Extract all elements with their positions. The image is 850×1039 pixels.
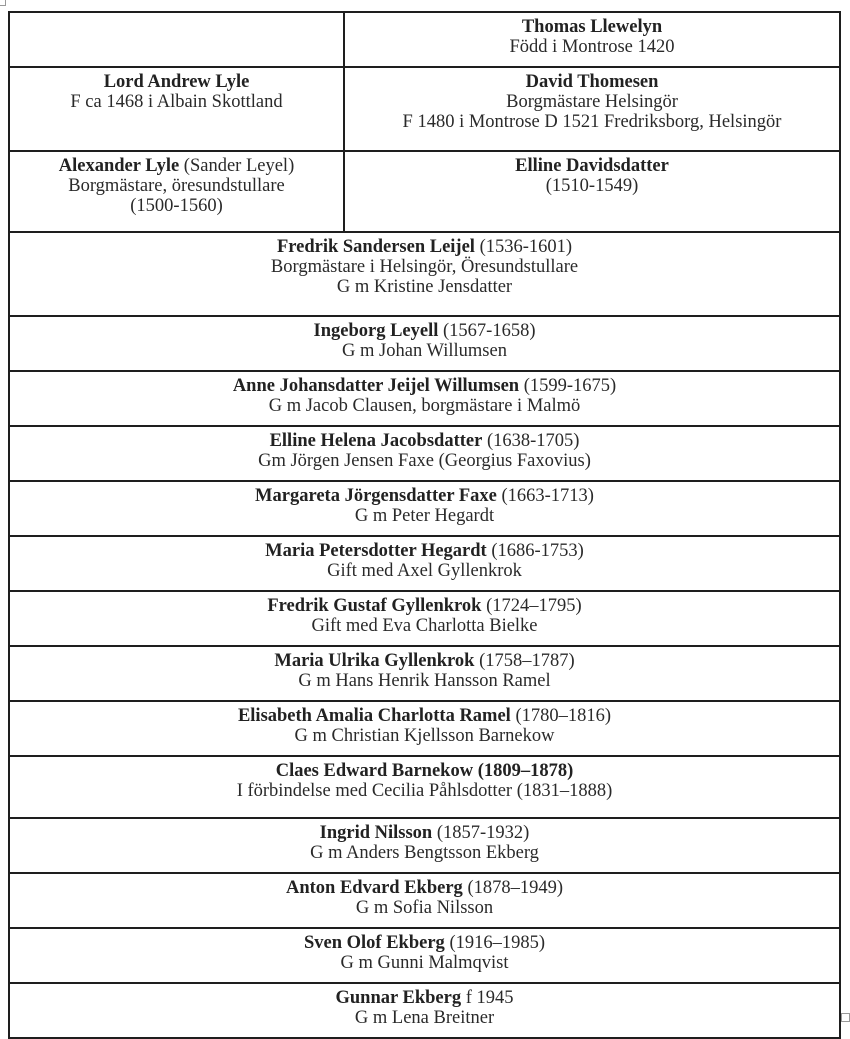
person-detail: G m Hans Henrik Hansson Ramel [298, 671, 551, 691]
generation-cell [9, 818, 840, 873]
generation-cell [9, 928, 840, 983]
generation-cell [9, 873, 840, 928]
table-row [9, 983, 840, 1038]
person-name: Ingeborg Leyell [313, 321, 439, 341]
person-detail: Gm Jörgen Jensen Faxe (Georgius Faxovius) [258, 451, 591, 471]
generation-cell [9, 701, 840, 756]
table-row [9, 591, 840, 646]
person-cell [9, 151, 344, 232]
generation-cell [9, 756, 840, 818]
person-dates: (1857-1932) [432, 823, 530, 843]
person-detail: I förbindelse med Cecilia Påhlsdotter (1831–1888) [236, 781, 613, 801]
person-detail: G m Anders Bengtsson Ekberg [310, 843, 539, 863]
person-name: Fredrik Sandersen Leijel [276, 237, 475, 257]
table-row [9, 67, 840, 151]
table-row [9, 151, 840, 232]
table-row [9, 426, 840, 481]
table-row [9, 12, 840, 67]
person-cell [344, 67, 840, 151]
person-name: Margareta Jörgensdatter Faxe [255, 486, 497, 506]
person-name: Alexander Lyle [58, 156, 180, 176]
genealogy-table [8, 11, 841, 1039]
person-detail: Gift med Axel Gyllenkrok [327, 561, 522, 581]
generation-cell [9, 426, 840, 481]
table-row [9, 756, 840, 818]
person-detail: Borgmästare, öresundstullare [68, 176, 285, 196]
table-row [9, 646, 840, 701]
person-dates: (1638-1705) [482, 431, 580, 451]
person-name: Maria Petersdotter Hegardt [265, 541, 487, 561]
person-name: Anne Johansdatter Jeijel Willumsen [232, 376, 520, 396]
generation-cell [9, 646, 840, 701]
person-detail: Borgmästare i Helsingör, Öresundstullare [270, 257, 579, 277]
person-detail: Gift med Eva Charlotta Bielke [311, 616, 538, 636]
table-row [9, 928, 840, 983]
person-name: Thomas Llewelyn [521, 17, 663, 37]
person-detail: F ca 1468 i Albain Skottland [70, 92, 283, 112]
person-name: Fredrik Gustaf Gyllenkrok [267, 596, 482, 616]
generation-cell [9, 983, 840, 1038]
generation-cell [9, 371, 840, 426]
table-row [9, 701, 840, 756]
person-detail: G m Lena Breitner [354, 1008, 495, 1028]
generation-cell [9, 536, 840, 591]
person-name: Ingrid Nilsson [319, 823, 433, 843]
page-corner-mark [0, 0, 6, 6]
person-dates: (1878–1949) [462, 878, 564, 898]
generation-cell [9, 316, 840, 371]
person-detail: Född i Montrose 1420 [509, 37, 675, 57]
person-cell [9, 67, 344, 151]
table-row [9, 371, 840, 426]
person-dates: (1567-1658) [438, 321, 536, 341]
person-detail: G m Jacob Clausen, borgmästare i Malmö [268, 396, 581, 416]
person-dates: (1724–1795) [481, 596, 582, 616]
person-detail: Borgmästare Helsingör [506, 92, 678, 112]
person-name: Anton Edvard Ekberg [285, 878, 463, 898]
table-row [9, 232, 840, 316]
person-cell [344, 12, 840, 67]
person-detail: G m Peter Hegardt [354, 506, 495, 526]
table-row [9, 818, 840, 873]
generation-cell [9, 232, 840, 316]
person-alias: (Sander Leyel) [179, 156, 295, 176]
person-name: Elline Helena Jacobsdatter [269, 431, 483, 451]
person-name: David Thomesen [525, 72, 659, 92]
person-detail: F 1480 i Montrose D 1521 Fredriksborg, Helsingör [402, 112, 782, 132]
person-name: Claes Edward Barnekow (1809–1878) [275, 761, 574, 781]
person-dates: (1916–1985) [444, 933, 546, 953]
person-cell [344, 151, 840, 232]
person-name: Gunnar Ekberg [335, 988, 462, 1008]
person-dates: (1663-1713) [496, 486, 594, 506]
person-detail: G m Gunni Malmqvist [340, 953, 509, 973]
table-row [9, 481, 840, 536]
person-detail: G m Christian Kjellsson Barnekow [294, 726, 555, 746]
person-name: Elisabeth Amalia Charlotta Ramel [237, 706, 511, 726]
person-detail: G m Sofia Nilsson [355, 898, 494, 918]
table-row [9, 536, 840, 591]
person-detail: (1500-1560) [130, 196, 223, 216]
empty-cell [9, 12, 344, 67]
person-dates: (1536-1601) [474, 237, 573, 257]
person-name: Elline Davidsdatter [515, 156, 669, 176]
generation-cell [9, 481, 840, 536]
person-dates: (1758–1787) [474, 651, 575, 671]
person-name: Maria Ulrika Gyllenkrok [274, 651, 475, 671]
person-dates: (1780–1816) [510, 706, 612, 726]
person-detail: (1510-1549) [545, 176, 639, 196]
person-dates: f 1945 [461, 988, 514, 1008]
person-dates: (1686-1753) [486, 541, 584, 561]
table-row [9, 873, 840, 928]
person-name: Lord Andrew Lyle [103, 72, 250, 92]
person-name: Sven Olof Ekberg [303, 933, 445, 953]
person-detail: G m Kristine Jensdatter [336, 277, 513, 297]
table-row [9, 316, 840, 371]
generation-cell [9, 591, 840, 646]
person-dates: (1599-1675) [519, 376, 617, 396]
page-corner-mark [841, 1013, 850, 1022]
person-detail: G m Johan Willumsen [342, 341, 507, 361]
